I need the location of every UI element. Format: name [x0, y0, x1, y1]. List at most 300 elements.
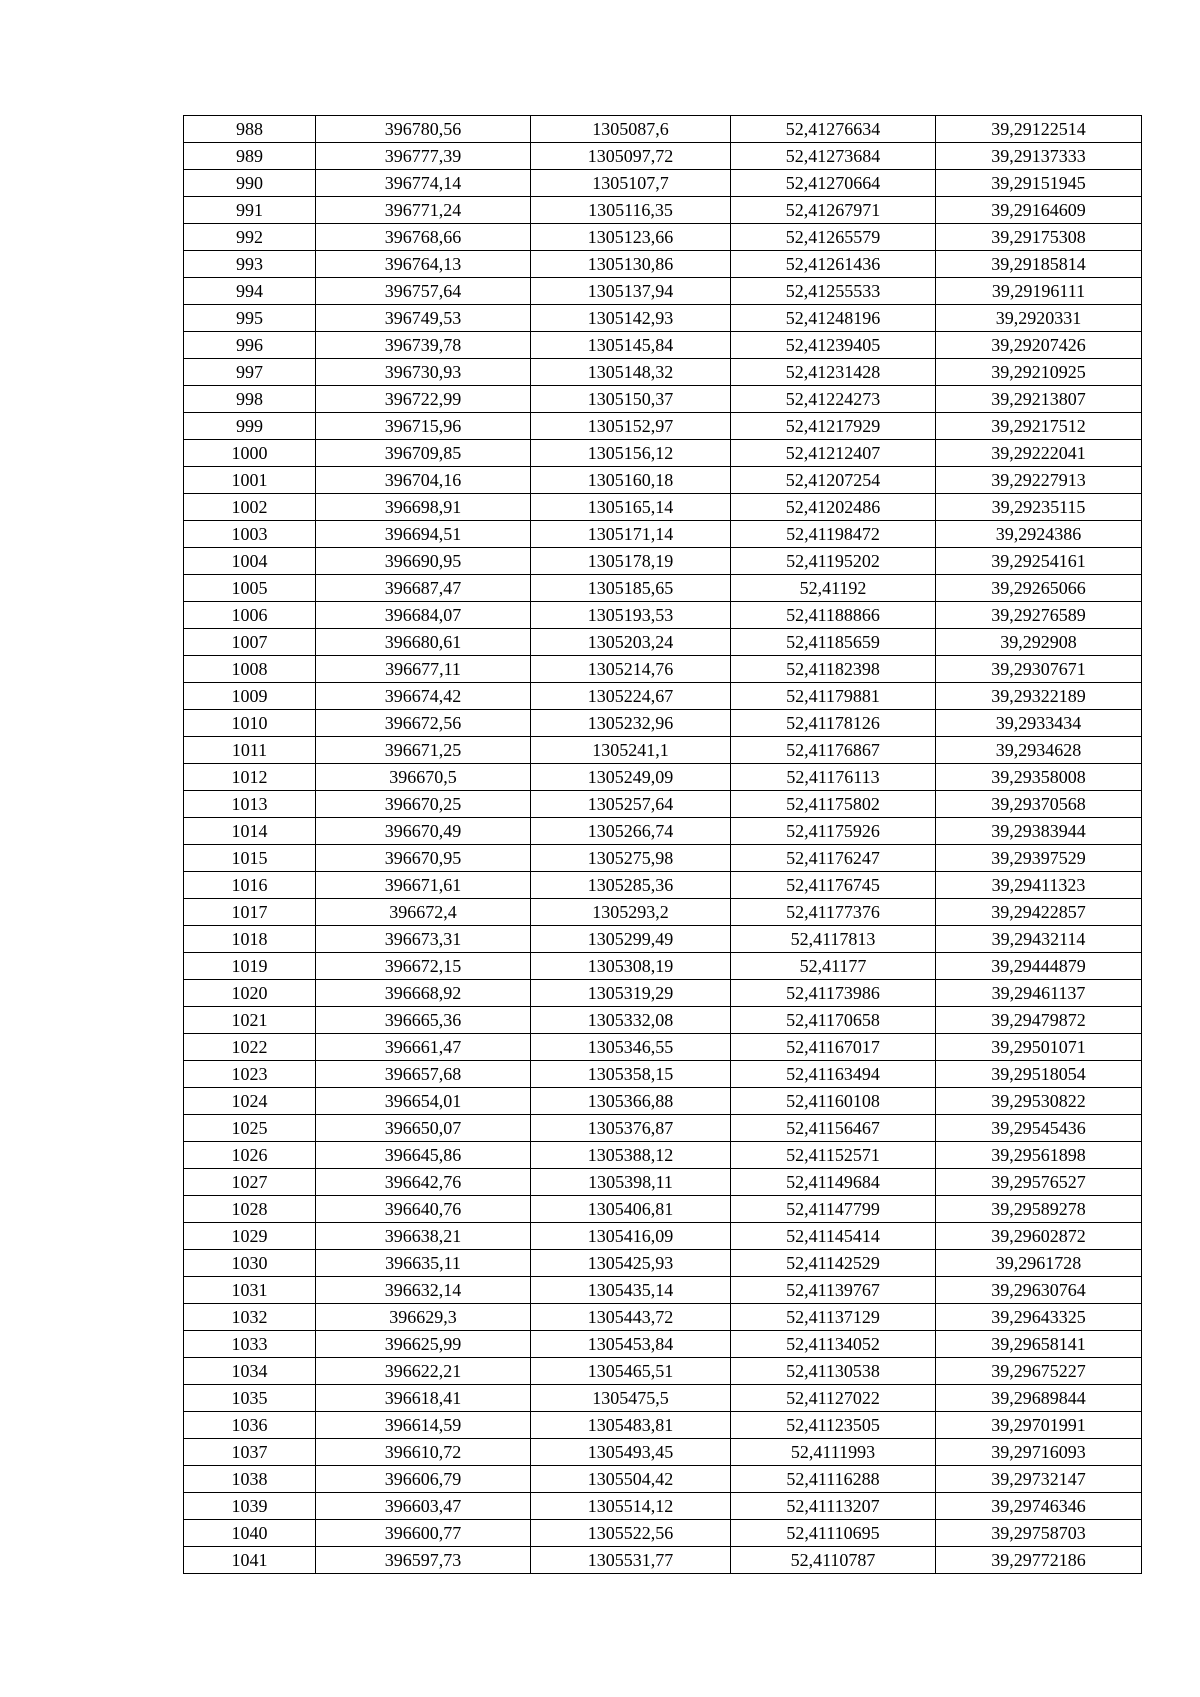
table-row: [184, 548, 1142, 575]
x-coordinate-cell: 396694,51: [316, 521, 531, 548]
longitude-cell: 39,29137333: [936, 143, 1142, 170]
y-coordinate-cell: 1305475,5: [531, 1385, 731, 1412]
x-coordinate-cell: 396704,16: [316, 467, 531, 494]
y-coordinate-cell: 1305398,11: [531, 1169, 731, 1196]
table-row: [184, 845, 1142, 872]
point-number-cell: 992: [184, 224, 316, 251]
latitude-cell: 52,41176867: [731, 737, 936, 764]
point-number-cell: 1006: [184, 602, 316, 629]
latitude-cell: 52,41178126: [731, 710, 936, 737]
longitude-cell: 39,2933434: [936, 710, 1142, 737]
latitude-cell: 52,41192: [731, 575, 936, 602]
longitude-cell: 39,29122514: [936, 116, 1142, 143]
x-coordinate-cell: 396629,3: [316, 1304, 531, 1331]
table-row: [184, 1304, 1142, 1331]
y-coordinate-cell: 1305257,64: [531, 791, 731, 818]
latitude-cell: 52,41224273: [731, 386, 936, 413]
table-row: [184, 575, 1142, 602]
coordinates-table-body: [184, 116, 1142, 1574]
table-row: [184, 980, 1142, 1007]
y-coordinate-cell: 1305116,35: [531, 197, 731, 224]
latitude-cell: 52,4110787: [731, 1547, 936, 1574]
latitude-cell: 52,41207254: [731, 467, 936, 494]
longitude-cell: 39,292908: [936, 629, 1142, 656]
point-number-cell: 1004: [184, 548, 316, 575]
latitude-cell: 52,41147799: [731, 1196, 936, 1223]
point-number-cell: 1028: [184, 1196, 316, 1223]
latitude-cell: 52,41176745: [731, 872, 936, 899]
point-number-cell: 994: [184, 278, 316, 305]
x-coordinate-cell: 396749,53: [316, 305, 531, 332]
point-number-cell: 991: [184, 197, 316, 224]
point-number-cell: 1022: [184, 1034, 316, 1061]
y-coordinate-cell: 1305150,37: [531, 386, 731, 413]
y-coordinate-cell: 1305366,88: [531, 1088, 731, 1115]
longitude-cell: 39,29630764: [936, 1277, 1142, 1304]
point-number-cell: 1010: [184, 710, 316, 737]
point-number-cell: 995: [184, 305, 316, 332]
longitude-cell: 39,29772186: [936, 1547, 1142, 1574]
longitude-cell: 39,29589278: [936, 1196, 1142, 1223]
latitude-cell: 52,41177376: [731, 899, 936, 926]
longitude-cell: 39,29501071: [936, 1034, 1142, 1061]
y-coordinate-cell: 1305522,56: [531, 1520, 731, 1547]
y-coordinate-cell: 1305443,72: [531, 1304, 731, 1331]
x-coordinate-cell: 396650,07: [316, 1115, 531, 1142]
y-coordinate-cell: 1305123,66: [531, 224, 731, 251]
table-row: [184, 791, 1142, 818]
latitude-cell: 52,41156467: [731, 1115, 936, 1142]
latitude-cell: 52,41113207: [731, 1493, 936, 1520]
longitude-cell: 39,29254161: [936, 548, 1142, 575]
x-coordinate-cell: 396757,64: [316, 278, 531, 305]
table-row: [184, 494, 1142, 521]
point-number-cell: 1016: [184, 872, 316, 899]
y-coordinate-cell: 1305453,84: [531, 1331, 731, 1358]
latitude-cell: 52,41167017: [731, 1034, 936, 1061]
x-coordinate-cell: 396610,72: [316, 1439, 531, 1466]
longitude-cell: 39,29227913: [936, 467, 1142, 494]
latitude-cell: 52,41273684: [731, 143, 936, 170]
point-number-cell: 989: [184, 143, 316, 170]
y-coordinate-cell: 1305299,49: [531, 926, 731, 953]
longitude-cell: 39,29746346: [936, 1493, 1142, 1520]
table-row: [184, 197, 1142, 224]
table-row: [184, 737, 1142, 764]
x-coordinate-cell: 396690,95: [316, 548, 531, 575]
table-row: [184, 1547, 1142, 1574]
y-coordinate-cell: 1305406,81: [531, 1196, 731, 1223]
y-coordinate-cell: 1305435,14: [531, 1277, 731, 1304]
point-number-cell: 1034: [184, 1358, 316, 1385]
longitude-cell: 39,29383944: [936, 818, 1142, 845]
y-coordinate-cell: 1305358,15: [531, 1061, 731, 1088]
y-coordinate-cell: 1305214,76: [531, 656, 731, 683]
latitude-cell: 52,41231428: [731, 359, 936, 386]
point-number-cell: 1038: [184, 1466, 316, 1493]
table-row: [184, 1196, 1142, 1223]
point-number-cell: 1000: [184, 440, 316, 467]
point-number-cell: 990: [184, 170, 316, 197]
latitude-cell: 52,41185659: [731, 629, 936, 656]
x-coordinate-cell: 396739,78: [316, 332, 531, 359]
y-coordinate-cell: 1305514,12: [531, 1493, 731, 1520]
point-number-cell: 998: [184, 386, 316, 413]
table-row: [184, 170, 1142, 197]
latitude-cell: 52,41267971: [731, 197, 936, 224]
y-coordinate-cell: 1305266,74: [531, 818, 731, 845]
table-row: [184, 1007, 1142, 1034]
point-number-cell: 1040: [184, 1520, 316, 1547]
x-coordinate-cell: 396672,56: [316, 710, 531, 737]
longitude-cell: 39,29307671: [936, 656, 1142, 683]
table-row: [184, 1115, 1142, 1142]
longitude-cell: 39,2961728: [936, 1250, 1142, 1277]
latitude-cell: 52,41202486: [731, 494, 936, 521]
longitude-cell: 39,29175308: [936, 224, 1142, 251]
latitude-cell: 52,41127022: [731, 1385, 936, 1412]
x-coordinate-cell: 396603,47: [316, 1493, 531, 1520]
table-row: [184, 1331, 1142, 1358]
latitude-cell: 52,41265579: [731, 224, 936, 251]
x-coordinate-cell: 396635,11: [316, 1250, 531, 1277]
table-row: [184, 1466, 1142, 1493]
latitude-cell: 52,41182398: [731, 656, 936, 683]
y-coordinate-cell: 1305425,93: [531, 1250, 731, 1277]
table-row: [184, 710, 1142, 737]
longitude-cell: 39,29716093: [936, 1439, 1142, 1466]
y-coordinate-cell: 1305483,81: [531, 1412, 731, 1439]
point-number-cell: 1031: [184, 1277, 316, 1304]
x-coordinate-cell: 396774,14: [316, 170, 531, 197]
x-coordinate-cell: 396638,21: [316, 1223, 531, 1250]
x-coordinate-cell: 396618,41: [316, 1385, 531, 1412]
latitude-cell: 52,41130538: [731, 1358, 936, 1385]
longitude-cell: 39,29643325: [936, 1304, 1142, 1331]
x-coordinate-cell: 396677,11: [316, 656, 531, 683]
latitude-cell: 52,41239405: [731, 332, 936, 359]
longitude-cell: 39,29732147: [936, 1466, 1142, 1493]
point-number-cell: 1018: [184, 926, 316, 953]
longitude-cell: 39,29561898: [936, 1142, 1142, 1169]
longitude-cell: 39,29164609: [936, 197, 1142, 224]
longitude-cell: 39,29210925: [936, 359, 1142, 386]
latitude-cell: 52,41217929: [731, 413, 936, 440]
table-row: [184, 332, 1142, 359]
latitude-cell: 52,41137129: [731, 1304, 936, 1331]
x-coordinate-cell: 396642,76: [316, 1169, 531, 1196]
point-number-cell: 1027: [184, 1169, 316, 1196]
point-number-cell: 1014: [184, 818, 316, 845]
point-number-cell: 1035: [184, 1385, 316, 1412]
table-row: [184, 926, 1142, 953]
latitude-cell: 52,4111993: [731, 1439, 936, 1466]
table-row: [184, 467, 1142, 494]
table-row: [184, 1439, 1142, 1466]
y-coordinate-cell: 1305275,98: [531, 845, 731, 872]
x-coordinate-cell: 396606,79: [316, 1466, 531, 1493]
point-number-cell: 1029: [184, 1223, 316, 1250]
point-number-cell: 1015: [184, 845, 316, 872]
table-row: [184, 1277, 1142, 1304]
table-row: [184, 1250, 1142, 1277]
longitude-cell: 39,29397529: [936, 845, 1142, 872]
point-number-cell: 1021: [184, 1007, 316, 1034]
x-coordinate-cell: 396722,99: [316, 386, 531, 413]
latitude-cell: 52,41145414: [731, 1223, 936, 1250]
latitude-cell: 52,41175926: [731, 818, 936, 845]
latitude-cell: 52,41116288: [731, 1466, 936, 1493]
longitude-cell: 39,29222041: [936, 440, 1142, 467]
x-coordinate-cell: 396661,47: [316, 1034, 531, 1061]
y-coordinate-cell: 1305241,1: [531, 737, 731, 764]
longitude-cell: 39,29276589: [936, 602, 1142, 629]
x-coordinate-cell: 396684,07: [316, 602, 531, 629]
x-coordinate-cell: 396670,49: [316, 818, 531, 845]
table-row: [184, 1088, 1142, 1115]
latitude-cell: 52,41175802: [731, 791, 936, 818]
y-coordinate-cell: 1305308,19: [531, 953, 731, 980]
point-number-cell: 1003: [184, 521, 316, 548]
longitude-cell: 39,29461137: [936, 980, 1142, 1007]
point-number-cell: 996: [184, 332, 316, 359]
y-coordinate-cell: 1305465,51: [531, 1358, 731, 1385]
longitude-cell: 39,29235115: [936, 494, 1142, 521]
latitude-cell: 52,41177: [731, 953, 936, 980]
x-coordinate-cell: 396600,77: [316, 1520, 531, 1547]
latitude-cell: 52,41160108: [731, 1088, 936, 1115]
latitude-cell: 52,41198472: [731, 521, 936, 548]
y-coordinate-cell: 1305171,14: [531, 521, 731, 548]
x-coordinate-cell: 396715,96: [316, 413, 531, 440]
longitude-cell: 39,29196111: [936, 278, 1142, 305]
longitude-cell: 39,29207426: [936, 332, 1142, 359]
y-coordinate-cell: 1305388,12: [531, 1142, 731, 1169]
longitude-cell: 39,29658141: [936, 1331, 1142, 1358]
table-row: [184, 1223, 1142, 1250]
point-number-cell: 1019: [184, 953, 316, 980]
latitude-cell: 52,41179881: [731, 683, 936, 710]
y-coordinate-cell: 1305152,97: [531, 413, 731, 440]
longitude-cell: 39,29518054: [936, 1061, 1142, 1088]
longitude-cell: 39,29479872: [936, 1007, 1142, 1034]
point-number-cell: 1002: [184, 494, 316, 521]
point-number-cell: 1032: [184, 1304, 316, 1331]
x-coordinate-cell: 396764,13: [316, 251, 531, 278]
table-row: [184, 1412, 1142, 1439]
latitude-cell: 52,41173986: [731, 980, 936, 1007]
point-number-cell: 1011: [184, 737, 316, 764]
y-coordinate-cell: 1305531,77: [531, 1547, 731, 1574]
longitude-cell: 39,2934628: [936, 737, 1142, 764]
y-coordinate-cell: 1305319,29: [531, 980, 731, 1007]
x-coordinate-cell: 396668,92: [316, 980, 531, 1007]
x-coordinate-cell: 396614,59: [316, 1412, 531, 1439]
longitude-cell: 39,29265066: [936, 575, 1142, 602]
y-coordinate-cell: 1305185,65: [531, 575, 731, 602]
x-coordinate-cell: 396597,73: [316, 1547, 531, 1574]
table-row: [184, 305, 1142, 332]
x-coordinate-cell: 396687,47: [316, 575, 531, 602]
point-number-cell: 1013: [184, 791, 316, 818]
table-row: [184, 1142, 1142, 1169]
longitude-cell: 39,29444879: [936, 953, 1142, 980]
longitude-cell: 39,29758703: [936, 1520, 1142, 1547]
x-coordinate-cell: 396640,76: [316, 1196, 531, 1223]
latitude-cell: 52,41212407: [731, 440, 936, 467]
x-coordinate-cell: 396730,93: [316, 359, 531, 386]
longitude-cell: 39,29422857: [936, 899, 1142, 926]
table-row: [184, 278, 1142, 305]
table-row: [184, 143, 1142, 170]
longitude-cell: 39,29432114: [936, 926, 1142, 953]
table-row: [184, 872, 1142, 899]
point-number-cell: 999: [184, 413, 316, 440]
y-coordinate-cell: 1305376,87: [531, 1115, 731, 1142]
y-coordinate-cell: 1305097,72: [531, 143, 731, 170]
x-coordinate-cell: 396674,42: [316, 683, 531, 710]
point-number-cell: 1036: [184, 1412, 316, 1439]
x-coordinate-cell: 396671,61: [316, 872, 531, 899]
y-coordinate-cell: 1305107,7: [531, 170, 731, 197]
y-coordinate-cell: 1305232,96: [531, 710, 731, 737]
y-coordinate-cell: 1305178,19: [531, 548, 731, 575]
longitude-cell: 39,29689844: [936, 1385, 1142, 1412]
x-coordinate-cell: 396672,4: [316, 899, 531, 926]
table-row: [184, 683, 1142, 710]
x-coordinate-cell: 396632,14: [316, 1277, 531, 1304]
table-row: [184, 440, 1142, 467]
latitude-cell: 52,41142529: [731, 1250, 936, 1277]
x-coordinate-cell: 396657,68: [316, 1061, 531, 1088]
x-coordinate-cell: 396645,86: [316, 1142, 531, 1169]
y-coordinate-cell: 1305493,45: [531, 1439, 731, 1466]
point-number-cell: 1008: [184, 656, 316, 683]
y-coordinate-cell: 1305165,14: [531, 494, 731, 521]
table-row: [184, 1061, 1142, 1088]
latitude-cell: 52,41163494: [731, 1061, 936, 1088]
x-coordinate-cell: 396670,25: [316, 791, 531, 818]
table-row: [184, 116, 1142, 143]
x-coordinate-cell: 396670,5: [316, 764, 531, 791]
table-row: [184, 656, 1142, 683]
point-number-cell: 1007: [184, 629, 316, 656]
table-row: [184, 764, 1142, 791]
point-number-cell: 1041: [184, 1547, 316, 1574]
y-coordinate-cell: 1305285,36: [531, 872, 731, 899]
table-row: [184, 629, 1142, 656]
table-row: [184, 386, 1142, 413]
y-coordinate-cell: 1305148,32: [531, 359, 731, 386]
longitude-cell: 39,29411323: [936, 872, 1142, 899]
latitude-cell: 52,41110695: [731, 1520, 936, 1547]
table-row: [184, 1169, 1142, 1196]
longitude-cell: 39,2924386: [936, 521, 1142, 548]
y-coordinate-cell: 1305156,12: [531, 440, 731, 467]
longitude-cell: 39,29358008: [936, 764, 1142, 791]
latitude-cell: 52,41139767: [731, 1277, 936, 1304]
point-number-cell: 993: [184, 251, 316, 278]
point-number-cell: 988: [184, 116, 316, 143]
x-coordinate-cell: 396665,36: [316, 1007, 531, 1034]
x-coordinate-cell: 396698,91: [316, 494, 531, 521]
table-row: [184, 359, 1142, 386]
x-coordinate-cell: 396780,56: [316, 116, 531, 143]
longitude-cell: 39,29370568: [936, 791, 1142, 818]
x-coordinate-cell: 396673,31: [316, 926, 531, 953]
table-row: [184, 602, 1142, 629]
point-number-cell: 1025: [184, 1115, 316, 1142]
latitude-cell: 52,41276634: [731, 116, 936, 143]
x-coordinate-cell: 396768,66: [316, 224, 531, 251]
longitude-cell: 39,29675227: [936, 1358, 1142, 1385]
longitude-cell: 39,29213807: [936, 386, 1142, 413]
point-number-cell: 1026: [184, 1142, 316, 1169]
y-coordinate-cell: 1305087,6: [531, 116, 731, 143]
x-coordinate-cell: 396654,01: [316, 1088, 531, 1115]
y-coordinate-cell: 1305193,53: [531, 602, 731, 629]
table-row: [184, 1385, 1142, 1412]
longitude-cell: 39,29217512: [936, 413, 1142, 440]
point-number-cell: 1005: [184, 575, 316, 602]
point-number-cell: 1001: [184, 467, 316, 494]
latitude-cell: 52,41255533: [731, 278, 936, 305]
point-number-cell: 1037: [184, 1439, 316, 1466]
x-coordinate-cell: 396709,85: [316, 440, 531, 467]
x-coordinate-cell: 396771,24: [316, 197, 531, 224]
latitude-cell: 52,41195202: [731, 548, 936, 575]
table-row: [184, 251, 1142, 278]
point-number-cell: 1012: [184, 764, 316, 791]
longitude-cell: 39,29322189: [936, 683, 1142, 710]
y-coordinate-cell: 1305224,67: [531, 683, 731, 710]
x-coordinate-cell: 396625,99: [316, 1331, 531, 1358]
point-number-cell: 1023: [184, 1061, 316, 1088]
table-row: [184, 521, 1142, 548]
x-coordinate-cell: 396672,15: [316, 953, 531, 980]
point-number-cell: 1009: [184, 683, 316, 710]
y-coordinate-cell: 1305137,94: [531, 278, 731, 305]
longitude-cell: 39,29545436: [936, 1115, 1142, 1142]
y-coordinate-cell: 1305130,86: [531, 251, 731, 278]
latitude-cell: 52,41170658: [731, 1007, 936, 1034]
longitude-cell: 39,29185814: [936, 251, 1142, 278]
longitude-cell: 39,29602872: [936, 1223, 1142, 1250]
x-coordinate-cell: 396680,61: [316, 629, 531, 656]
latitude-cell: 52,41149684: [731, 1169, 936, 1196]
table-row: [184, 1358, 1142, 1385]
table-row: [184, 413, 1142, 440]
latitude-cell: 52,41248196: [731, 305, 936, 332]
latitude-cell: 52,41176247: [731, 845, 936, 872]
latitude-cell: 52,41152571: [731, 1142, 936, 1169]
y-coordinate-cell: 1305145,84: [531, 332, 731, 359]
latitude-cell: 52,41270664: [731, 170, 936, 197]
y-coordinate-cell: 1305504,42: [531, 1466, 731, 1493]
point-number-cell: 1020: [184, 980, 316, 1007]
latitude-cell: 52,41188866: [731, 602, 936, 629]
table-row: [184, 953, 1142, 980]
coordinates-table: [183, 115, 1142, 1574]
x-coordinate-cell: 396671,25: [316, 737, 531, 764]
point-number-cell: 1039: [184, 1493, 316, 1520]
x-coordinate-cell: 396777,39: [316, 143, 531, 170]
y-coordinate-cell: 1305203,24: [531, 629, 731, 656]
table-row: [184, 224, 1142, 251]
longitude-cell: 39,29151945: [936, 170, 1142, 197]
table-row: [184, 818, 1142, 845]
longitude-cell: 39,2920331: [936, 305, 1142, 332]
